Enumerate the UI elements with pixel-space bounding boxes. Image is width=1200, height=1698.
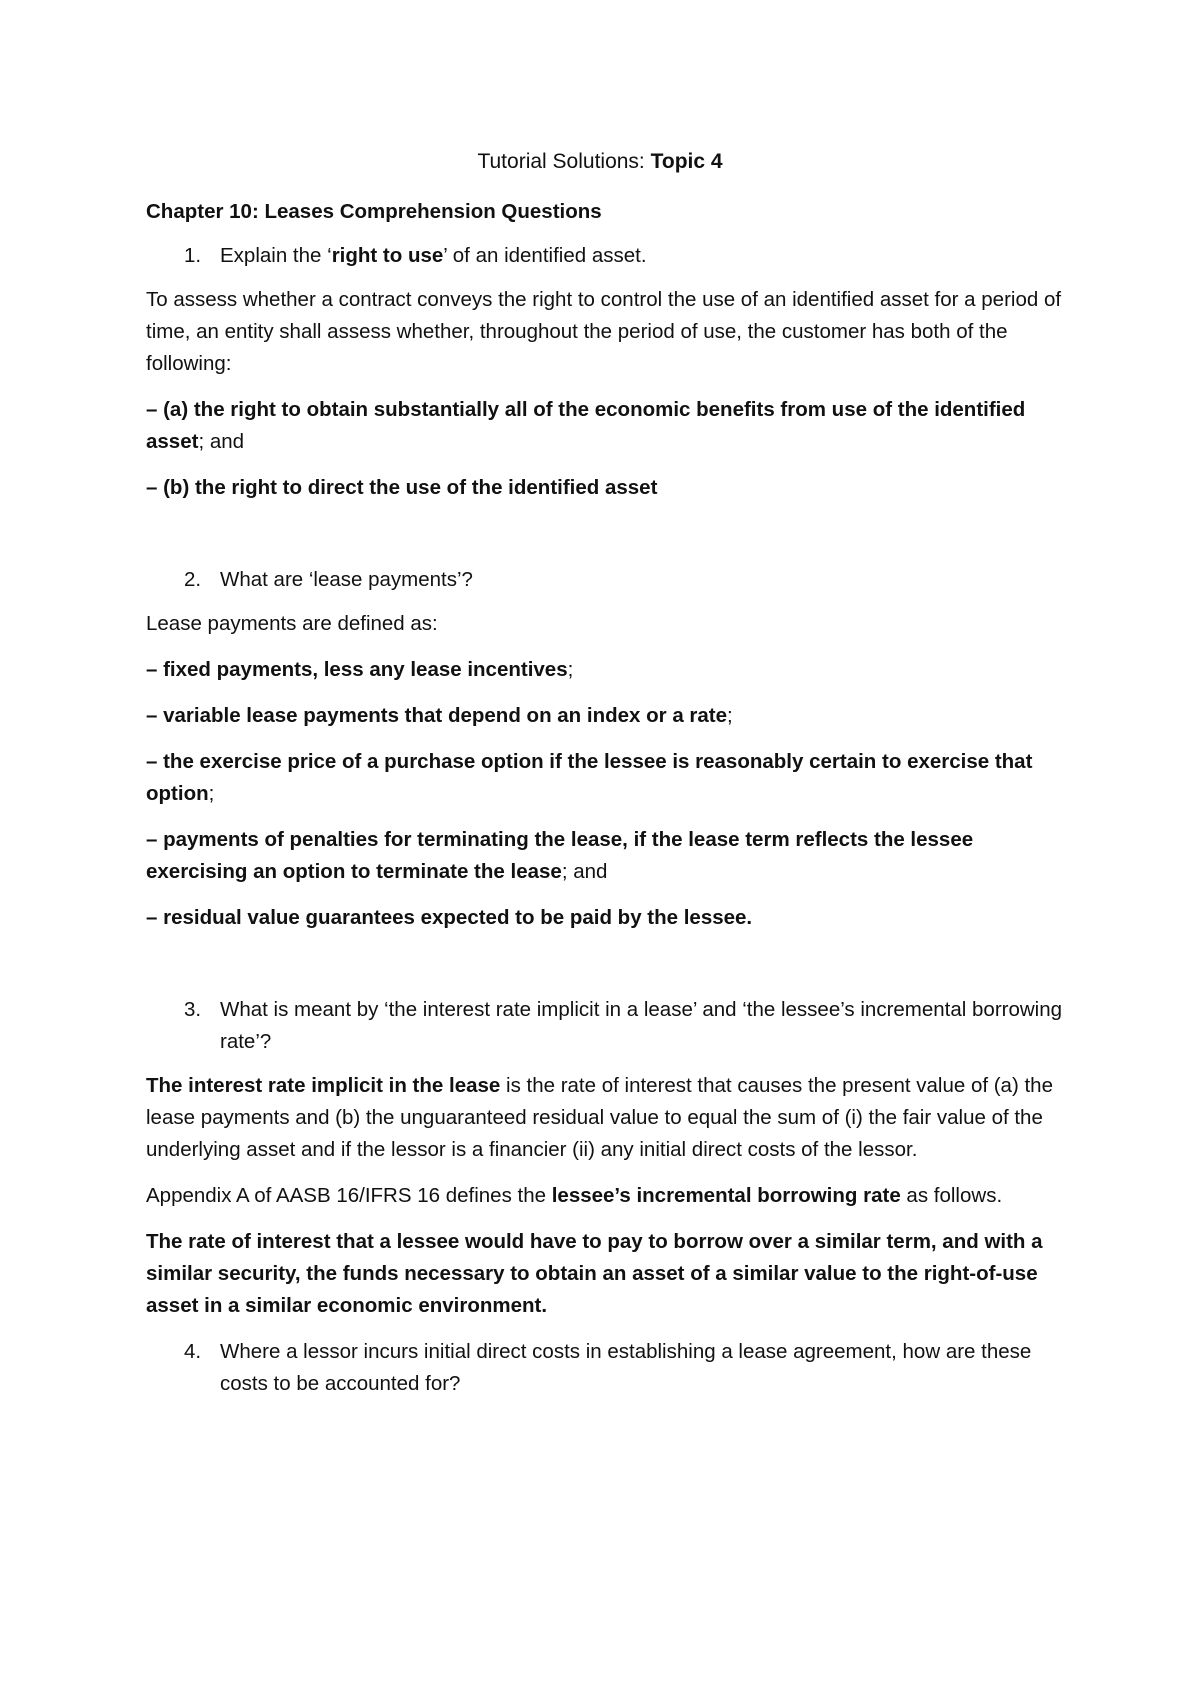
question-number: 1. [184,244,202,267]
answer-2-item: – payments of penalties for terminating the lease, if the lease term reflects the lessee exercising an option to terminate the lease; and [146,828,974,883]
question-4: 4. Where a lessor incurs initial direct costs in establishing a lease agreement, how are these costs to be accounted for? [146,1336,1066,1400]
answer-2-intro: Lease payments are defined as: [146,612,438,635]
question-number: 3. [184,998,202,1021]
chapter-heading: Chapter 10: Leases Comprehension Questions [146,200,602,223]
answer-3-definition: The interest rate implicit in the lease is the rate of interest that causes the present value of (a) the lease payments and (b) the unguaranteed residual value to equal the sum of (i) the fair value of the underlying asset and if the lessor is a financier (ii) any initial direct costs of the lessor. [146,1074,1053,1161]
question-number: 2. [184,568,202,591]
question-3: 3. What is meant by ‘the interest rate implicit in a lease’ and ‘the lessee’s incremental borrowing rate’? [146,994,1066,1058]
question-number: 4. [184,1340,202,1363]
question-1: 1. Explain the ‘right to use’ of an identified asset. [146,240,1066,272]
answer-2-item: – the exercise price of a purchase option if the lessee is reasonably certain to exercise that option; [146,750,1033,805]
document-title: Tutorial Solutions: Topic 4 [477,150,723,173]
answer-1-intro: To assess whether a contract conveys the right to control the use of an identified asset for a period of time, an entity shall assess whether, throughout the period of use, the customer has both of the following: [146,288,1062,375]
answer-2-item: – residual value guarantees expected to be paid by the lessee. [146,906,753,929]
answer-2-item: – variable lease payments that depend on an index or a rate; [146,704,733,727]
answer-1-item-a: – (a) the right to obtain substantially all of the economic benefits from use of the identified asset; and [146,398,1026,453]
question-2: 2. What are ‘lease payments’? [146,564,1066,596]
answer-1-item-b: – (b) the right to direct the use of the identified asset [146,476,658,499]
answer-3-borrowing-rate-definition: The rate of interest that a lessee would have to pay to borrow over a similar term, and with a similar security, the funds necessary to obtain an asset of a similar value to the right-of-use asset in a similar economic environment. [146,1230,1043,1317]
document-body [146,196,1066,1412]
answer-2-item: – fixed payments, less any lease incentives; [146,658,574,681]
answer-3-appendix-ref: Appendix A of AASB 16/IFRS 16 defines the lessee’s incremental borrowing rate as follows. [146,1184,1003,1207]
